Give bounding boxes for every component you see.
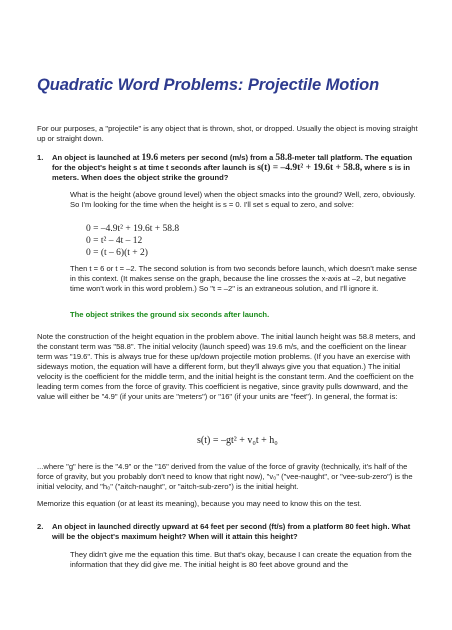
formula-explanation: ...where "g" here is the "4.9" or the "16" derived from the value of the force of gravity (technically, it's half of the force of gravity, but you probably don't need to know that right now), "v₀" ("vee-naught", or "vee-sub-zero") is the initial velocity, and "h₀" ("aitch-naught", or "aitch-sub-zero") is the initial height. [37,462,413,491]
problem-1-explanation: What is the height (above ground level) when the object smacks into the ground? Well, zero, obviously. So I'm looking for the time when the height is s = 0. I'll set s equal to zero, and solve: [70,190,416,209]
equation-step-3: 0 = (t – 6)(t + 2) [86,248,148,258]
problem-1-text-c: -meter tall platform. The equation for the object's height s at time t seconds after launch is [52,153,413,172]
problem-1-conclusion: Then t = 6 or t = –2. The second solution is from two seconds before launch, which doesn't make sense in this context. (It makes sense on the graph, because the line crosses the x-axis at –2, but negative time won't work in this word problem.) So "t = –2" is an extraneous solution, and I'll ignore it. [70,264,418,293]
intro-paragraph: For our purposes, a "projectile" is any object that is thrown, shot, or dropped. Usually the object is moving straight up or straight down. [37,124,418,143]
equation-step-1: 0 = –4.9t² + 19.6t + 58.8 [86,224,180,234]
construction-note: Note the construction of the height equation in the problem above. The initial launch height was 58.8 meters, and the constant term was "58.8". The initial velocity (launch speed) was 19.6 m/s, and the coefficient on the linear term was "19.6". This is always true for these up/down projectile motion problems. (If you have an exercise with sideways motion, the equation will have a different form, but they'll always give you that equation.) The initial velocity is the coefficient for the middle term, and the initial height is the constant term. And the coefficient on the leading term comes from the force of gravity. This coefficient is negative, since gravity pulls downward, and the value will either be "4.9" (if your units are "meters") or "16" (if your units are "feet"). In general, the format is: [37,332,416,401]
general-height-formula: s(t) = –gt² + v₀t + h₀ [197,435,278,446]
page-title: Quadratic Word Problems: Projectile Motion [37,76,380,94]
problem-1-statement [52,153,422,183]
problem-1-text-a: An object is launched at [52,153,142,162]
problem-1-speed: 19.6 [141,153,159,163]
problem-1-equation: s(t) = –4.9t² + 19.6t + 58.8, [257,163,363,173]
problem-2-explanation: They didn't give me the equation this time. But that's okay, because I can create the equation from the information that they did give me. The initial height is 80 feet above ground and the [70,550,412,569]
problem-2-number: 2. [37,522,44,531]
problem-1-text-d: where s is in meters. When does the object strike the ground? [52,163,411,182]
problem-1-number: 1. [37,153,44,162]
problem-2-statement: An object in launched directly upward at 64 feet per second (ft/s) from a platform 80 feet high. What will be the object's maximum height? When will it attain this height? [52,522,411,541]
problem-1-text-b: meters per second (m/s) from a [158,153,276,162]
equation-step-2: 0 = t² – 4t – 12 [86,236,143,246]
memorize-note: Memorize this equation (or at least its meaning), because you may need to know this on the test. [37,499,362,508]
problem-1-answer: The object strikes the ground six seconds after launch. [70,310,270,319]
problem-1-height: 58.8 [275,153,293,163]
